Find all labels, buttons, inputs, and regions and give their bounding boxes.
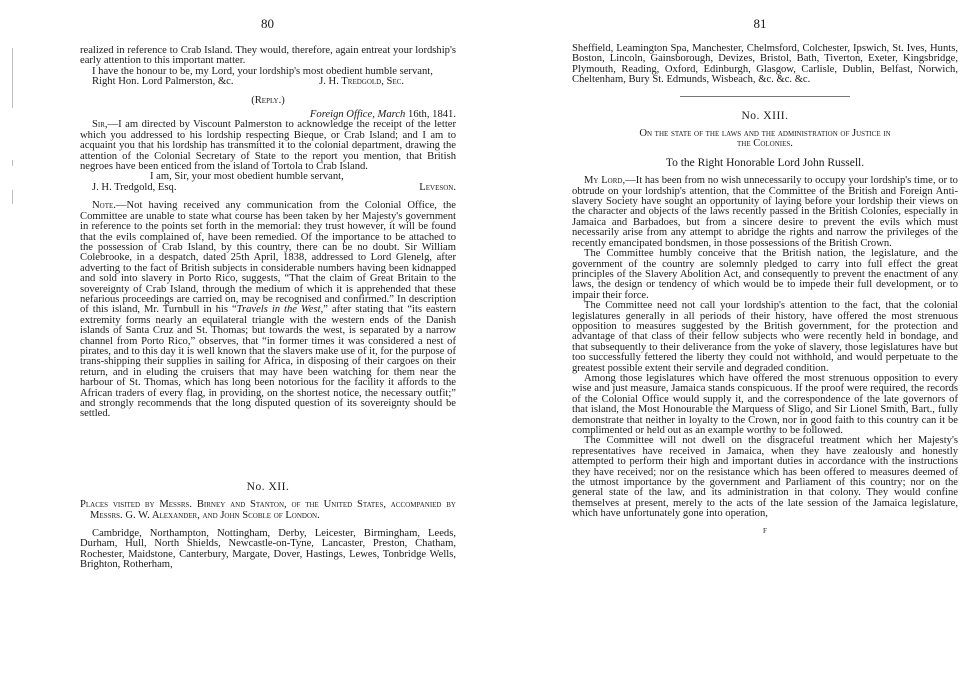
reply-salutation: Sir, (92, 119, 108, 131)
section-xii-heading: Places visited by Messrs. Birney and Stanton, of the United States, accompanied by Messrs. G. W. Alexander, and John Scoble of London. (80, 499, 456, 521)
note-paragraph (80, 201, 456, 420)
letter-paragraph-1-text: —It has been from no wish unnecessarily to occupy your lordship's time, or to obtrude on your lordship's attention, that the Committee of the British and Foreign Anti-slavery Society have sought an opportunity of laying before your lordship their views on the character and objects of the laws recently passed in the British Colonies, especially in Jamaica and Barbadoes, but from a sincere desire to prevent the evils which must necessarily arise from any attempt to abridge the rights and narrow the privileges of the recently emancipated bondsmen, in those possessions of the British Crown. (572, 175, 958, 249)
binding-edge-mark (12, 48, 13, 108)
section-number-xiii: No. XIII. (741, 109, 789, 122)
left-text-column (80, 46, 456, 571)
reply-label: (Reply.) (251, 94, 285, 106)
dateline-place: Foreign Office, (309, 109, 375, 121)
section-xiii-heading-line2: the Colonies. (737, 138, 793, 150)
note-text-b: ” after stating that “its eastern extremity forms nearly an equilateral triangle with the western ends of the Danish islands of Santa Cruz and St. Thomas; but towards the west, is separated by a narrow channel from Porto Rico,” observes, that “in former times it was considered a nest of pirates, and to this day it is well known that the slavers make use of it, for the purpose of trans-shipping their supplies in sailing for Africa, in disposing of their cargoes on their return, and in eluding the cruisers that may have been watching for them near the harbour of St. Thomas, which has long been notorious for the facility it affords to the African traders of every flag, in providing, on the shortest notice, the necessary outfit;” and strongly recommends that the long disputed question of its sovereignty should be settled. (80, 304, 456, 420)
letter-closing-paragraph: realized in reference to Crab Island. They would, therefore, again entreat your lordship's early attention to this important matter. (80, 45, 456, 67)
letter-paragraph-1 (572, 176, 958, 249)
reply-body (80, 120, 456, 172)
dateline-year: 1841. (432, 109, 456, 121)
section-xiii-heading-line1: On the state of the laws and the administration of Justice in (639, 128, 891, 140)
signoff-row (80, 77, 456, 87)
page-number: 81 (753, 16, 767, 31)
book-title: Travels in the West, (236, 304, 324, 316)
right-page (490, 0, 980, 687)
places-list-continued: Sheffield, Leamington Spa, Manchester, Chelmsford, Colchester, Ipswich, St. Ives, Hunts, Boston, Lincoln, Gainsborough, Devizes, Bristol, Bath, Tiverton, Exeter, Kingsbridge, Plymouth, Reading, Oxford, Edinburgh, Glasgow, Carlisle, Dublin, Belfast, Norwich, Cheltenham, Bury St. Edmunds, Wisbeach, &c. &c. &c. (572, 43, 958, 86)
reply-body-text: —I am directed by Viscount Palmerston to acknowledge the receipt of the letter which you addressed to his lordship respecting Bieque, or Crab Island; and I am to acquaint you that his lordship has transmitted it to the colonial department, drawing the attention of the Colonial Secretary of State to the report you mention, that British negroes have been enticed from the island of Tortola to Crab Island. (80, 119, 456, 173)
reply-signer: Leveson. (419, 181, 456, 193)
reply-signoff-row (80, 183, 456, 193)
page-number: 80 (261, 16, 274, 31)
reply-recipient: J. H. Tredgold, Esq. (92, 181, 177, 193)
letter-valediction: I have the honour to be, my Lord, your lordship's most obedient humble servant, (92, 65, 433, 77)
signature-mark: F (763, 526, 767, 535)
letter-addressee: Right Hon. Lord Palmerston, &c. (92, 76, 234, 88)
letter-paragraph-3: The Committee need not call your lordship's attention to the fact, that the colonial legislatures generally in all periods of their history, have offered the most strenuous opposition to measures suggested by the British government, for the protection and advantage of that class of their fellow subjects who were recently held in bondage, and that subsequently to their deliverance from the yoke of slavery, those legislatures have but too successfully fettered the liberty they could not withhold, and would perpetuate to the greatest possible extent their servile and degraded condition. (572, 300, 958, 374)
note-label: Note. (92, 200, 116, 212)
binding-edge-mark (12, 160, 13, 166)
letter-signer: J. H. Tredgold, Sec. (319, 76, 404, 88)
note-text-a: —Not having received any communication from the Colonial Office, the Committee are unable to state what course has been taken by her Majesty's government in reference to the points set forth in the memorial: they trust however, it will be found that the evils complained of, have been remedied. Of the importance to be attached to the possession of Crab Island, by this country, there can be no doubt. Sir William Colebrooke, in a despatch, dated 25th April, 1838, addressed to Lord Glenelg, after adverting to the fact of British subjects in considerable numbers having been kidnapped and sold into slavery in Porto Rico, suggests, “That the claim of Great Britain to the sovereignty of Crab Island, through the medium of which it is apprehended that these nefarious proceedings are carried on, may be recognised and confirmed.” In description of this island, Mr. Turnbull in his “ (80, 200, 456, 316)
section-number-xii: No. XII. (246, 480, 290, 493)
letter-addressee: To the Right Honorable Lord John Russell. (665, 156, 865, 169)
places-list-start: Cambridge, Northampton, Nottingham, Derby, Leicester, Birmingham, Leeds, Durham, Hull, North Shields, Newcastle-on-Tyne, Lancaster, Preston, Chatham, Rochester, Maidstone, Canterbury, Margate, Dover, Hastings, Lewes, Tonbridge Wells, Brighton, Rotherham, (80, 528, 456, 571)
letter-paragraph-2: The Committee humbly conceive that the British nation, the legislature, and the government of the country are solemnly pledged to carry into full effect the great principles of the Slavery Abolition Act, and consequently to prevent the enactment of any laws, the design or tendency of which would be to impede their full development, or to impair their force. (572, 248, 958, 301)
dateline-day: 16th, (408, 109, 430, 121)
dateline-month: March (377, 109, 406, 121)
letter-paragraph-5: The Committee will not dwell on the disgraceful treatment which her Majesty's representatives have received in Jamaica, when they have zealously and honestly attempted to perform their high and important duties in accordance with the instructions they have received; nor on the resistance which has been offered to measures deemed of the utmost importance by the government and Parliament of this country; nor on the general state of the law, and its administration in that colony. They would confine themselves at present, merely to the acts of the late session of the Jamaica legislature, which have unfortunately gone into operation, (572, 435, 958, 520)
letter-salutation: My Lord, (584, 175, 626, 187)
reply-closing: I am, Sir, your most obedient humble servant, (150, 171, 344, 183)
right-text-column (572, 44, 958, 536)
binding-edge-mark (12, 190, 13, 204)
letter-paragraph-4: Among those legislatures which have offered the most strenuous opposition to every wise and just measure, Jamaica stands conspicuous. If the proof were required, the records of the Colonial Office would supply it, and the correspondence of the late governors of that island, the Most Honourable the Marquess of Sligo, and Sir Lionel Smith, Bart., fully demonstrate that neither in loyalty to the Crown, nor in good faith to this country can it be complimented or held out as an example worthy to be followed. (572, 372, 958, 436)
